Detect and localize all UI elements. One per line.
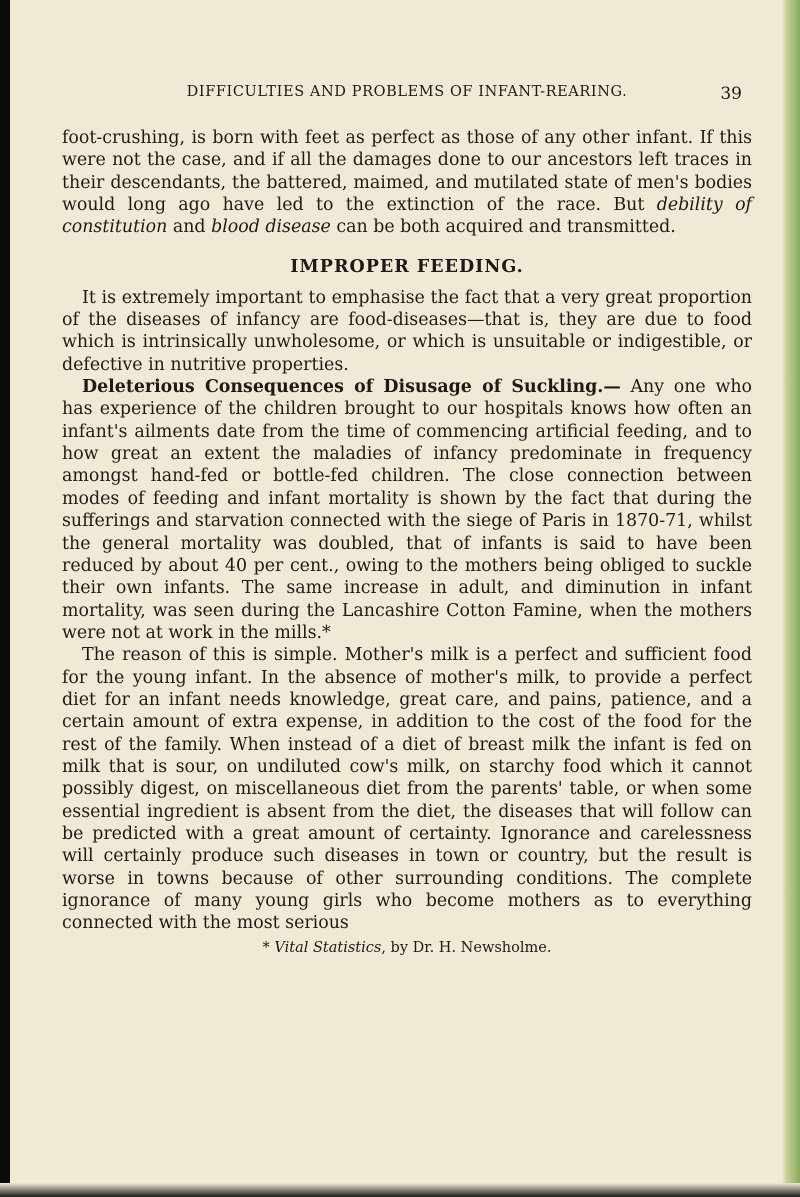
page-bottom-shadow	[0, 1183, 800, 1197]
paragraph-suckling	[62, 376, 752, 644]
runin-heading: Deleterious Consequences of Disusage of Suckling.—	[82, 377, 621, 398]
para1-italic-b: blood disease	[211, 217, 331, 238]
section-heading: IMPROPER FEEDING.	[290, 256, 524, 277]
para1-text-c: can be both acquired and transmitted.	[330, 217, 676, 238]
running-head-title: DIFFICULTIES AND PROBLEMS OF INFANT-REARING.	[186, 84, 628, 100]
footnote-text: , by Dr. H. Newsholme.	[381, 939, 552, 956]
footnote-italic: Vital Statistics	[274, 939, 382, 956]
book-page	[62, 84, 752, 957]
para3-text: Any one who has experience of the children brought to our hospitals knows how often an infant's ailments date from the time of commencing artificial feeding, and to how great an extent the maladies of infancy predominate in frequency amongst hand-fed or bottle-fed children. The close connection between modes of feeding and infant mortality is shown by the fact that during the sufferings and starvation connected with the siege of Paris in 1870-71, whilst the general mortality was doubled, that of infants is said to have been reduced by about 40 per cent., owing to the mothers being obliged to suckle their own infants. The same increase in adult, and diminution in infant mortality, was seen during the Lancashire Cotton Famine, when the mothers were not at work in the mills.*	[62, 377, 753, 643]
footnote	[62, 939, 752, 957]
para1-text-b: and	[167, 217, 212, 238]
book-spine-shadow	[0, 0, 10, 1197]
running-head	[62, 84, 752, 110]
para1-text-a: foot-crushing, is born with feet as perfect as those of any other infant. If this were not the case, and if all the damages done to our ancestors left traces in their descendants, the battered, maimed, and mutilated state of men's bodies would long ago have led to the extinction of the race. But	[62, 128, 752, 216]
footnote-marker: *	[262, 939, 275, 956]
para1-italic-a: debility of constitution	[62, 195, 752, 238]
paragraph-continuation	[62, 127, 752, 239]
paragraph-mothers-milk: The reason of this is simple. Mother's milk is a perfect and sufficient food for the young infant. In the absence of mother's milk, to provide a perfect diet for an infant needs knowledge, great care, and pains, patience, and a certain amount of extra expense, in addition to the cost of the food for the rest of the family. When instead of a diet of breast milk the infant is fed on milk that is sour, on undiluted cow's milk, on starchy food which it cannot possibly digest, on miscellaneous diet from the parents' table, or when some essential ingredient is absent from the diet, the diseases that will follow can be predicted with a great amount of certainty. Ignorance and carelessness will certainly produce such diseases in town or country, but the result is worse in towns because of other surrounding conditions. The complete ignorance of many young girls who become mothers as to everything connected with the most serious	[62, 645, 752, 934]
paragraph-improper-feeding: It is extremely important to emphasise the fact that a very great proportion of the diseases of infancy are food-diseases—that is, they are due to food which is intrinsically unwholesome, or which is unsuitable or indigestible, or defective in nutritive properties.	[62, 287, 752, 375]
page-number: 39	[720, 84, 742, 104]
page-edge	[782, 0, 800, 1197]
